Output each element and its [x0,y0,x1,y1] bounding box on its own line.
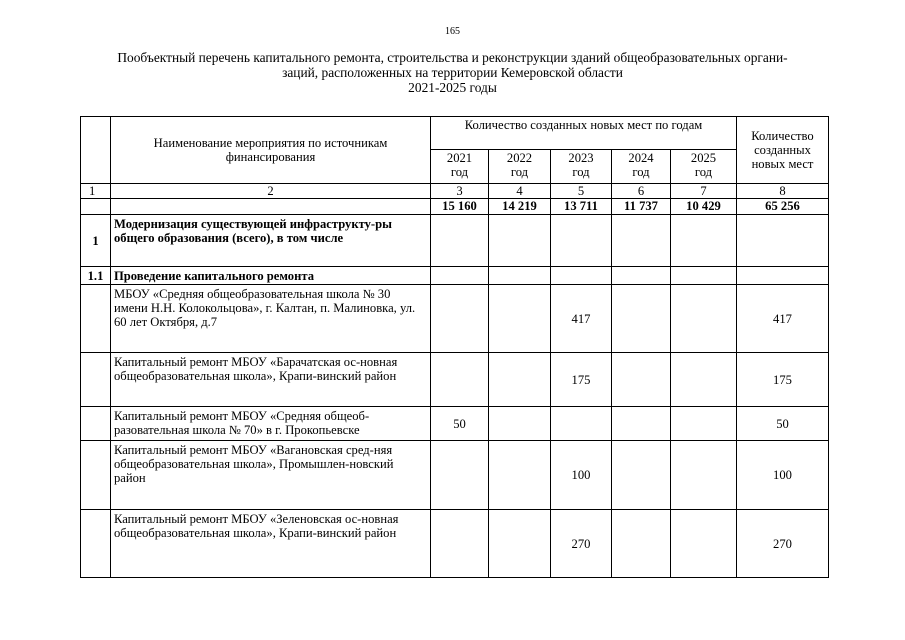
header-years-group: Количество созданных новых мест по годам [431,117,737,150]
section-name: Проведение капитального ремонта [111,267,431,285]
capital-repair-table [80,116,829,578]
total-2023: 13 711 [551,199,612,215]
table-row [81,407,829,441]
section-1-row [81,215,829,267]
section-name: Модернизация существующей инфраструкту-ры общего образования (всего), в том числе [111,215,431,267]
table-row [81,441,829,510]
value-2024 [612,285,671,353]
section-1-1-row [81,267,829,285]
value-total: 100 [737,441,829,510]
empty-cell [551,215,612,267]
column-number: 7 [671,184,737,199]
header-year-2023: 2023 год [551,150,612,184]
value-2023: 175 [551,353,612,407]
total-2025: 10 429 [671,199,737,215]
value-total: 50 [737,407,829,441]
value-2022 [489,353,551,407]
table-row [81,285,829,353]
title-line-3: 2021-2025 годы [408,80,497,95]
table-row [81,510,829,578]
value-total: 417 [737,285,829,353]
row-number-cell [81,285,111,353]
value-2025 [671,353,737,407]
value-2023 [551,407,612,441]
empty-cell [737,267,829,285]
empty-cell [551,267,612,285]
empty-cell [431,215,489,267]
page-number: 165 [445,26,460,37]
empty-cell [612,267,671,285]
empty-cell [431,267,489,285]
column-number: 2 [111,184,431,199]
value-total: 175 [737,353,829,407]
column-number: 5 [551,184,612,199]
empty-cell [671,215,737,267]
column-number: 1 [81,184,111,199]
column-numbers-row [81,184,829,199]
value-2022 [489,407,551,441]
value-2023: 270 [551,510,612,578]
section-number: 1 [81,215,111,267]
column-number: 4 [489,184,551,199]
header-name-cell: Наименование мероприятия по источникам финансирования [111,117,431,184]
empty-cell [737,215,829,267]
value-2022 [489,285,551,353]
total-2021: 15 160 [431,199,489,215]
empty-cell [489,215,551,267]
value-2023: 100 [551,441,612,510]
value-2021: 50 [431,407,489,441]
value-2025 [671,285,737,353]
value-total: 270 [737,510,829,578]
section-number: 1.1 [81,267,111,285]
total-2024: 11 737 [612,199,671,215]
header-year-2021: 2021 год [431,150,489,184]
value-2021 [431,510,489,578]
value-2021 [431,285,489,353]
value-2023: 417 [551,285,612,353]
totals-num-cell [81,199,111,215]
value-2025 [671,407,737,441]
title-line-1: Пообъектный перечень капитального ремонта, строительства и реконструкции зданий общеобразовательных органи- [117,50,788,65]
object-name: Капитальный ремонт МБОУ «Зеленовская ос-новная общеобразовательная школа», Крапи-винский район [111,510,431,578]
totals-row [81,199,829,215]
empty-cell [489,267,551,285]
column-number: 6 [612,184,671,199]
empty-cell [612,215,671,267]
row-number-cell [81,407,111,441]
value-2025 [671,510,737,578]
row-number-cell [81,441,111,510]
value-2021 [431,353,489,407]
title-line-2: заций, расположенных на территории Кемеровской области [282,65,623,80]
row-number-cell [81,353,111,407]
column-number: 3 [431,184,489,199]
object-name: Капитальный ремонт МБОУ «Барачатская ос-новная общеобразовательная школа», Крапи-винский район [111,353,431,407]
empty-cell [671,267,737,285]
column-number: 8 [737,184,829,199]
header-year-2024: 2024 год [612,150,671,184]
row-number-cell [81,510,111,578]
value-2024 [612,407,671,441]
value-2024 [612,510,671,578]
header-year-2025: 2025 год [671,150,737,184]
header-row-1 [81,117,829,150]
object-name: МБОУ «Средняя общеобразовательная школа № 30 имени Н.Н. Колокольцова», г. Калтан, п. Малиновка, ул. 60 лет Октября, д.7 [111,285,431,353]
value-2025 [671,441,737,510]
value-2022 [489,510,551,578]
object-name: Капитальный ремонт МБОУ «Вагановская сред-няя общеобразовательная школа», Промышлен-новский район [111,441,431,510]
header-num-cell [81,117,111,184]
table-row [81,353,829,407]
value-2024 [612,441,671,510]
header-year-2022: 2022 год [489,150,551,184]
value-2022 [489,441,551,510]
totals-name-cell [111,199,431,215]
value-2021 [431,441,489,510]
total-all: 65 256 [737,199,829,215]
header-total-cell: Количество созданных новых мест [737,117,829,184]
total-2022: 14 219 [489,199,551,215]
value-2024 [612,353,671,407]
object-name: Капитальный ремонт МБОУ «Средняя общеоб-разовательная школа № 70» в г. Прокопьевске [111,407,431,441]
document-title [60,50,845,95]
